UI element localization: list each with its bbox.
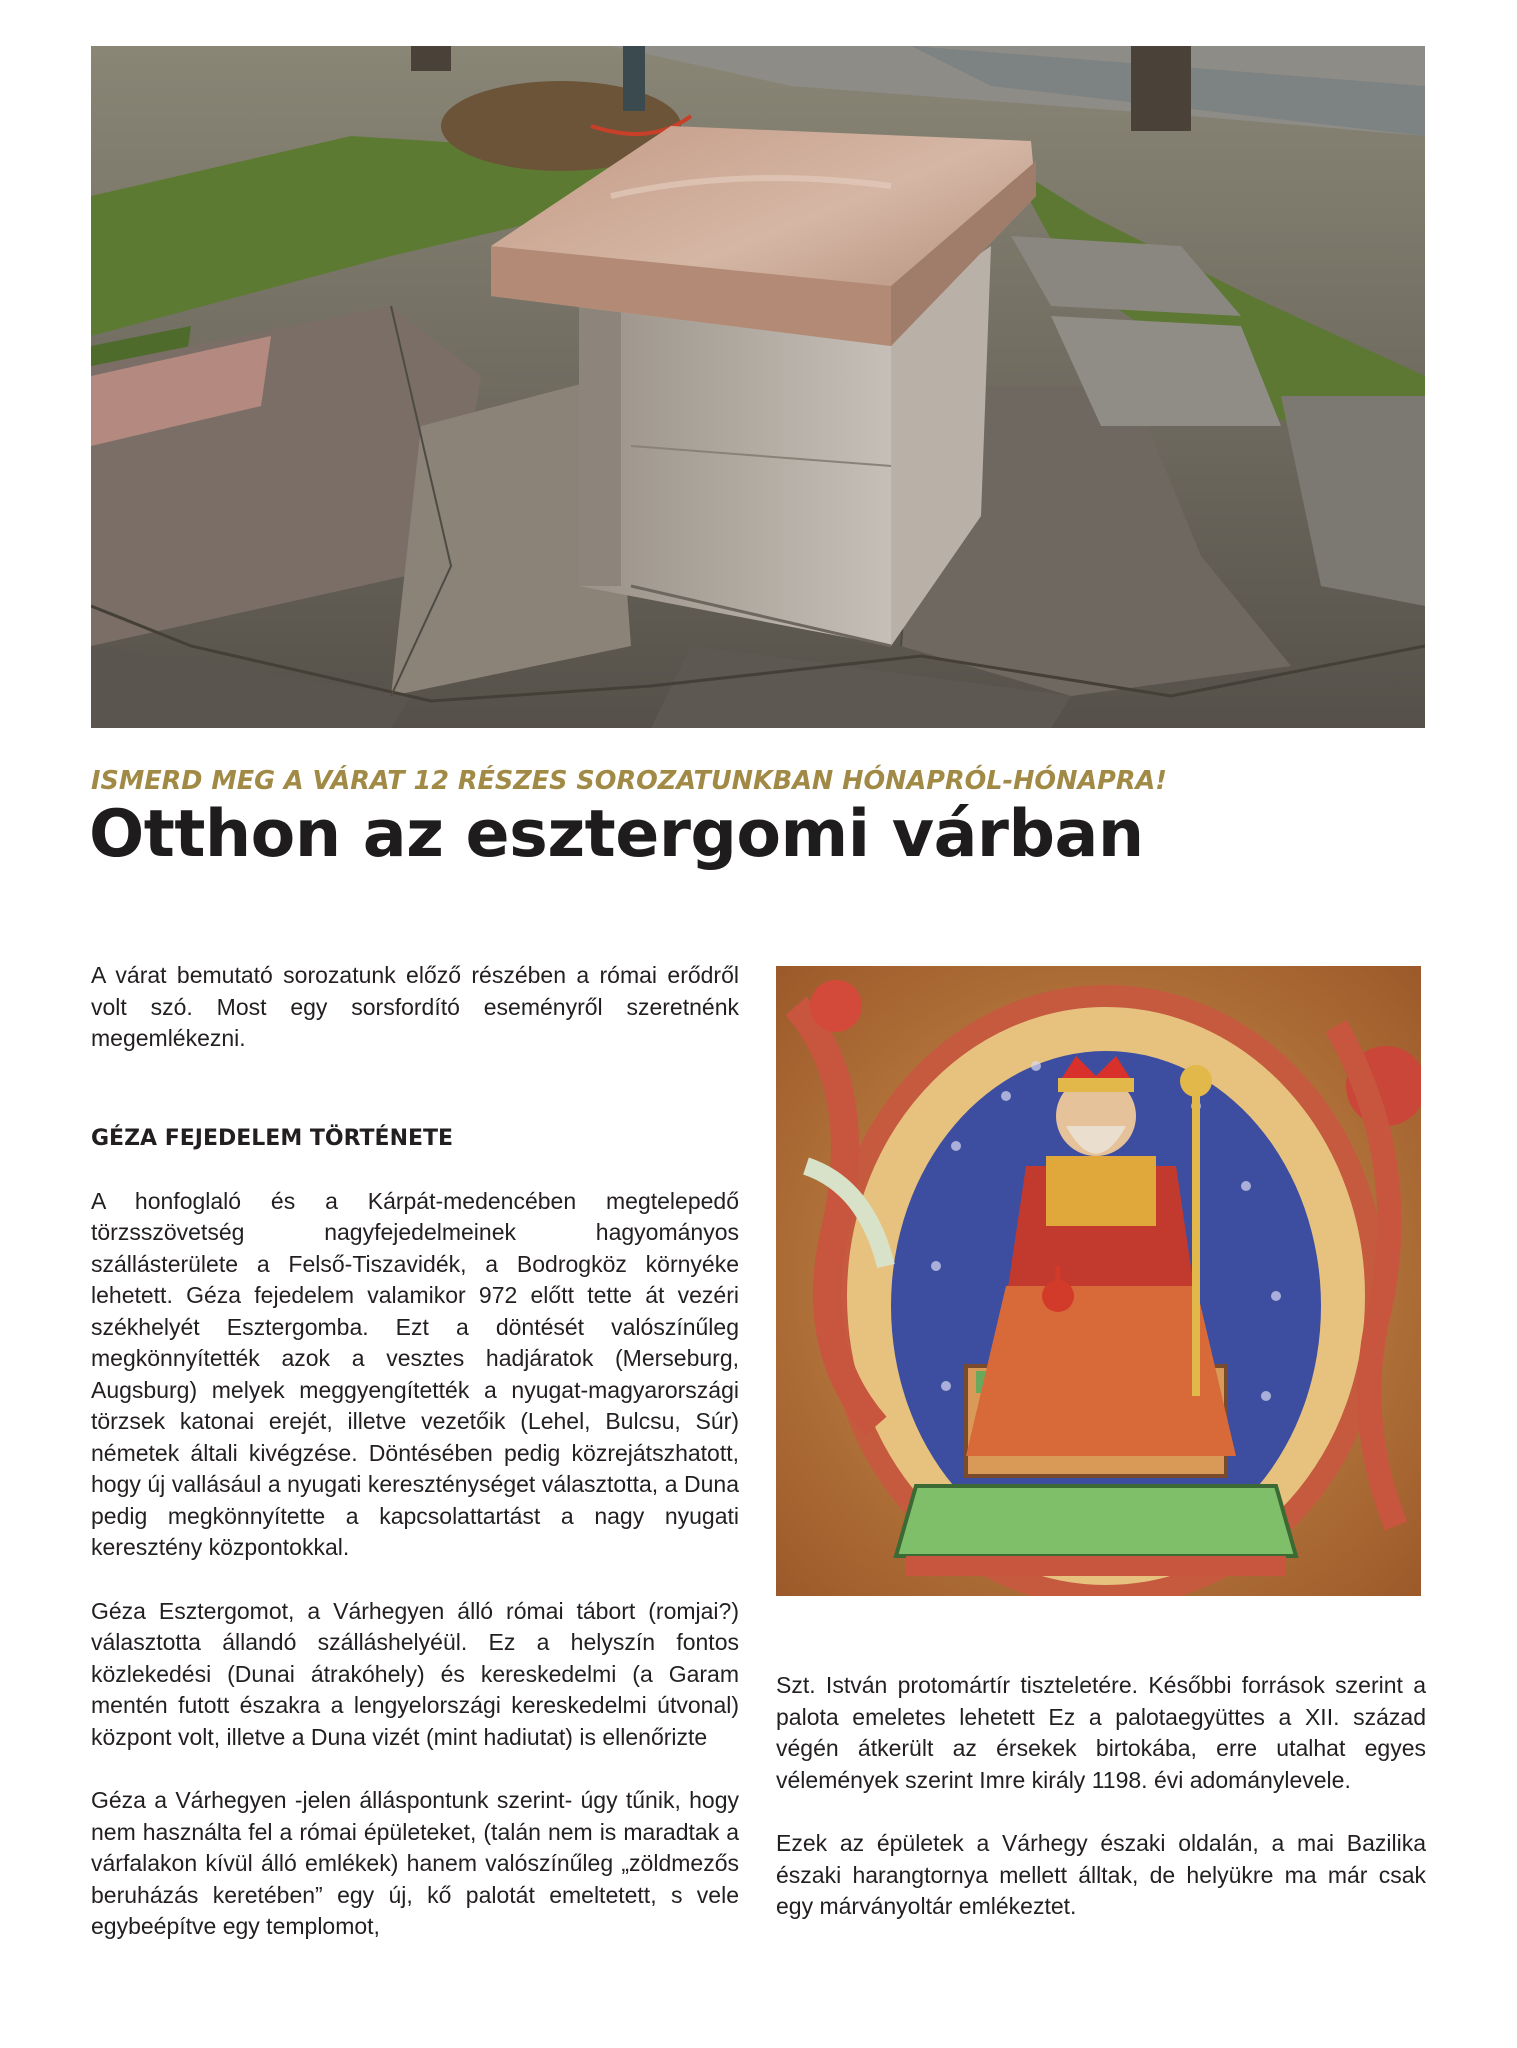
body-paragraph-2: Géza Esztergomot, a Várhegyen álló római tábort (romjai?) választotta állandó szálláshelyéül. Ez a helyszín fontos közlekedési (Dunai átrakóhely) és kereskedelmi (a Garam mentén futott északra a lengyelországi kereskedelmi útvonal) központ volt, illetve a Duna vizét (mint hadiutat) is ellenőrizte	[91, 1597, 739, 1750]
intro-paragraph: A várat bemutató sorozatunk előző részében a római erődről volt szó. Most egy sorsfordító eseményről szeretnénk megemlékezni.	[91, 962, 739, 1051]
page-title: Otthon az esztergomi várban	[89, 797, 1144, 872]
body-paragraph-4: Szt. István protomártír tiszteletére. Későbbi források szerint a palota emeletes lehetett Ez a palotaegyüttes a XII. század végén átkerült az érsekek birtokába, erre utalhat egyes vélemények szerint Imre király 1198. évi adománylevele.	[776, 1672, 1426, 1793]
illuminated-initial-illustration	[776, 966, 1421, 1596]
hero-photo-illustration	[91, 46, 1425, 728]
section-heading: GÉZA FEJEDELEM TÖRTÉNETE	[91, 1125, 454, 1151]
left-column	[91, 960, 739, 1943]
right-column	[776, 1670, 1426, 1923]
body-paragraph-5: Ezek az épületek a Várhegy északi oldalán, a mai Bazilika északi harangtornya mellett álltak, de helyükre ma már csak egy márványoltár emlékeztet.	[776, 1830, 1426, 1919]
body-paragraph-3: Géza a Várhegyen -jelen álláspontunk szerint- úgy tűnik, hogy nem használta fel a római épületeket, (talán nem is maradtak a várfalakon kívül álló emlékek) hanem valószínűleg „zöldmezős beruházás keretében” egy új, kő palotát emeltetett, s vele egybeépítve egy templomot,	[91, 1787, 739, 1939]
illuminated-initial-geza	[776, 966, 1421, 1596]
hero-photo-stone-altar	[91, 46, 1425, 728]
body-paragraph-1: A honfoglaló és a Kárpát-medencében megtelepedő törzsszövetség nagyfejedelmeinek hagyományos szállásterülete a Felső-Tiszavidék, a Bodrogköz környéke lehetett. Géza fejedelem valamikor 972 előtt tette át vezéri székhelyét Esztergomba. Ezt a döntését valószínűleg megkönnyítették azok a vesztes hadjáratok (Merseburg, Augsburg) melyek meggyengítették a nyugat-magyarországi törzsek katonai erejét, illetve vezetőik (Lehel, Bulcsu, Súr) németek általi kivégzése. Döntésében pedig közrejátszhatott, hogy új vallásául a nyugati kereszténységet választotta, a Duna pedig megkönnyítette a kapcsolattartást a nagy nyugati keresztény központokkal.	[91, 1187, 739, 1560]
series-kicker: ISMERD MEG A VÁRAT 12 RÉSZES SOROZATUNKBAN HÓNAPRÓL-HÓNAPRA!	[91, 766, 1167, 796]
